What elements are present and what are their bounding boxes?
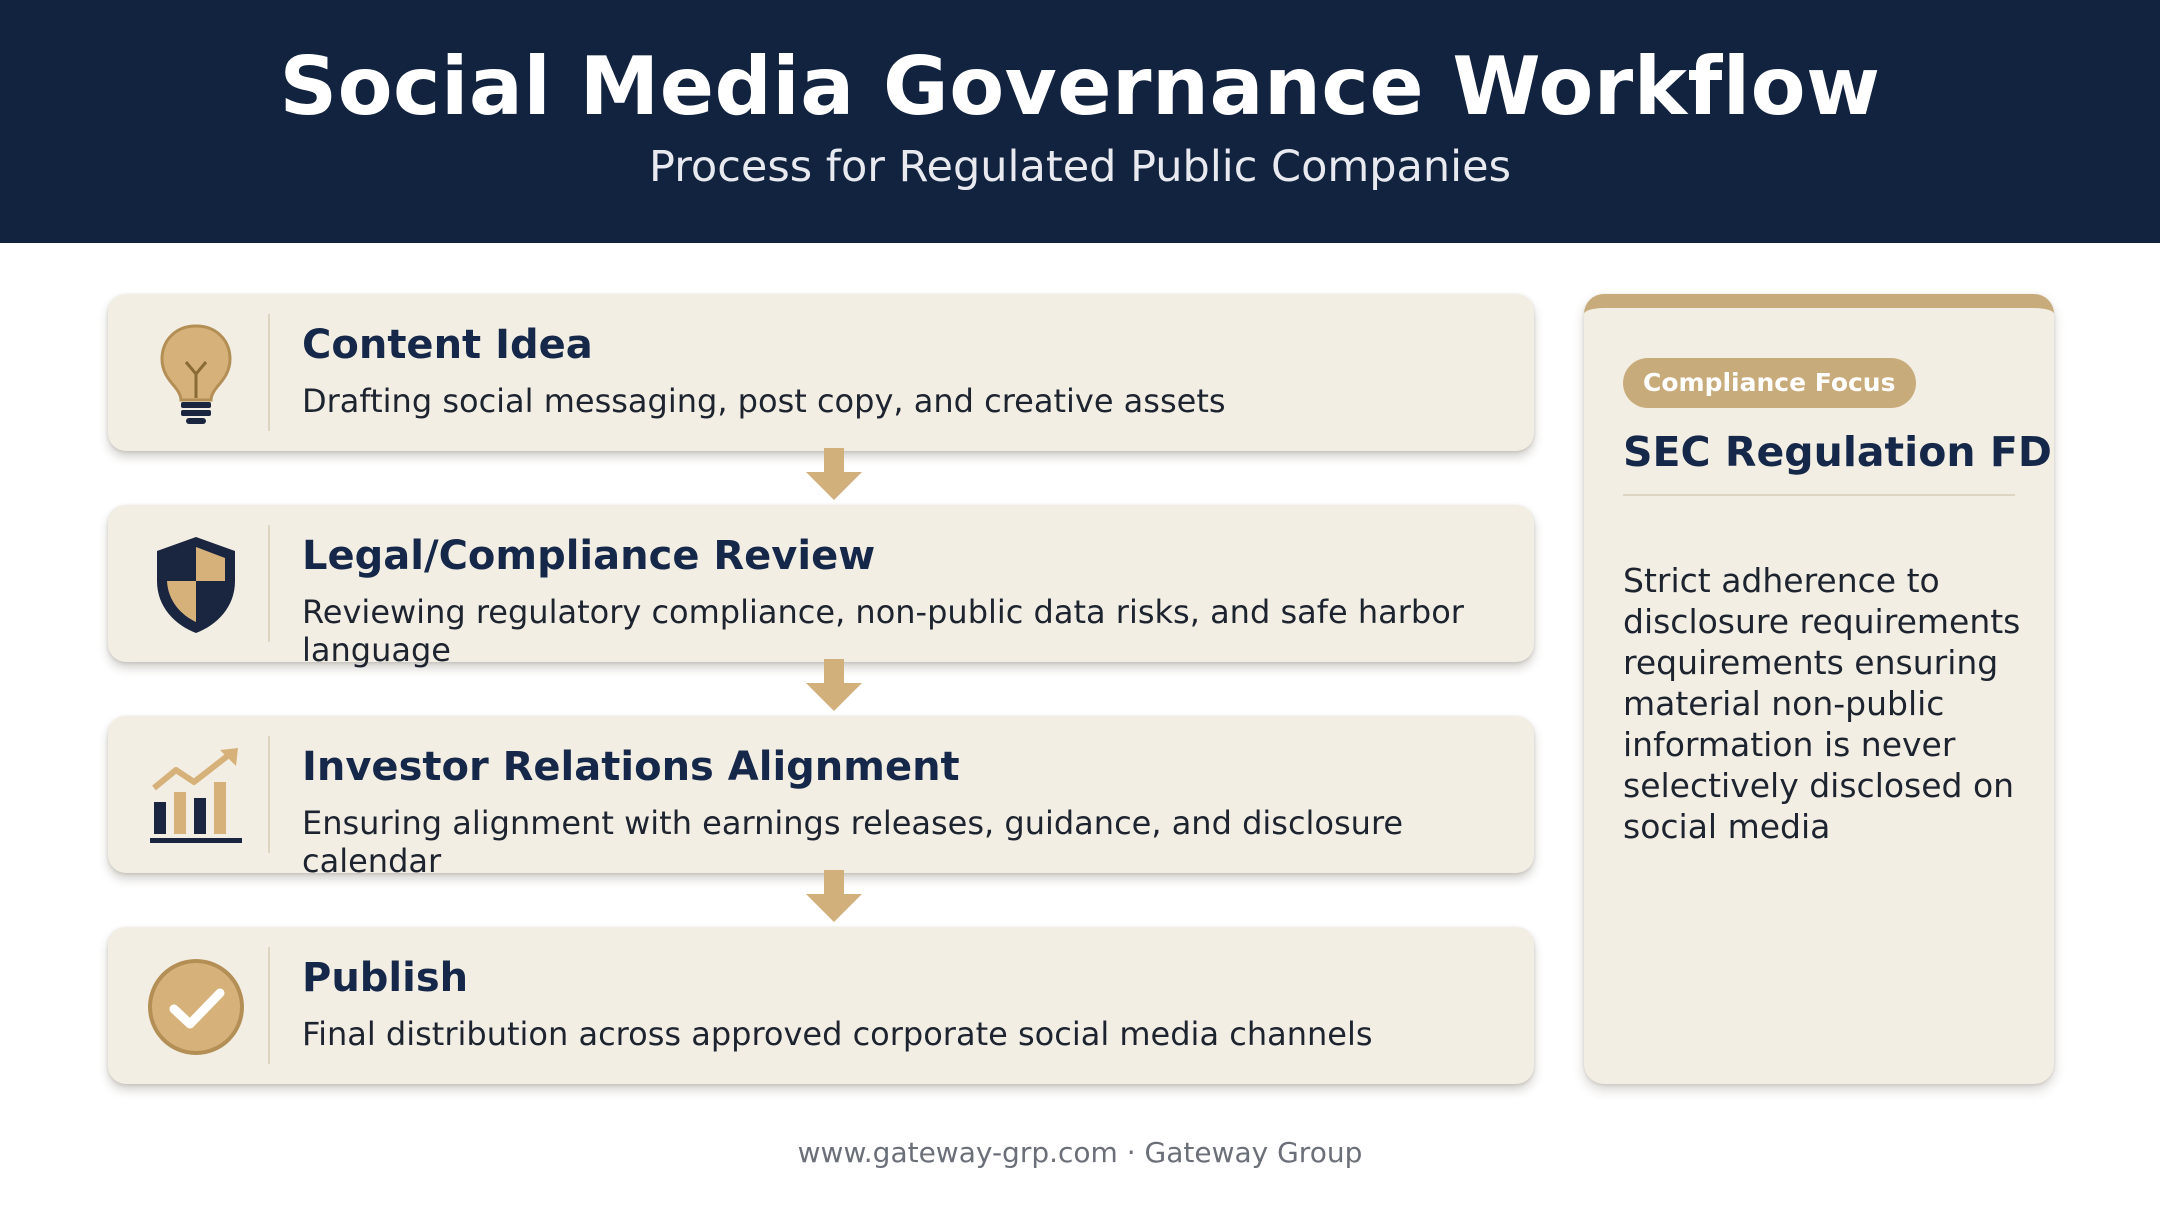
growth-chart-icon: [138, 738, 254, 854]
header-banner: [0, 0, 2160, 243]
step-description: Ensuring alignment with earnings releases, guidance, and disclosure calendar: [302, 804, 1404, 880]
step-title: Legal/Compliance Review: [302, 533, 876, 579]
shield-icon: [138, 527, 254, 643]
down-arrow-icon: [806, 870, 862, 922]
step-divider: [268, 947, 270, 1064]
workflow-step-investor-relations-alignment: [108, 716, 1534, 880]
compliance-focus-badge: Compliance Focus: [1623, 358, 1916, 408]
workflow-step-legal-compliance-review: [108, 505, 1534, 669]
step-divider: [268, 314, 270, 431]
panel-divider: [1623, 494, 2015, 496]
step-divider: [268, 525, 270, 642]
workflow-step-publish: [108, 927, 1534, 1084]
step-description: Final distribution across approved corporate social media channels: [302, 1015, 1373, 1053]
step-description: Reviewing regulatory compliance, non-public data risks, and safe harbor language: [302, 593, 1464, 669]
workflow-step-content-idea: [108, 294, 1534, 451]
down-arrow-icon: [806, 659, 862, 711]
compliance-focus-panel: [1584, 294, 2054, 1084]
step-divider: [268, 736, 270, 853]
panel-title: SEC Regulation FD: [1623, 428, 2052, 476]
page-title: Social Media Governance Workflow: [279, 40, 1881, 133]
step-title: Publish: [302, 955, 469, 1001]
step-title: Investor Relations Alignment: [302, 744, 960, 790]
down-arrow-icon: [806, 448, 862, 500]
step-description: Drafting social messaging, post copy, and creative assets: [302, 382, 1226, 420]
step-title: Content Idea: [302, 322, 593, 368]
footer-text: www.gateway-grp.com · Gateway Group: [797, 1136, 1363, 1169]
lightbulb-icon: [138, 316, 254, 432]
page-subtitle: Process for Regulated Public Companies: [649, 142, 1511, 192]
panel-body-text: Strict adherence to disclosure requirements requirements ensuring material non-public information is never selectively disclosed on social media: [1623, 561, 2021, 846]
checkmark-circle-icon: [138, 949, 254, 1065]
